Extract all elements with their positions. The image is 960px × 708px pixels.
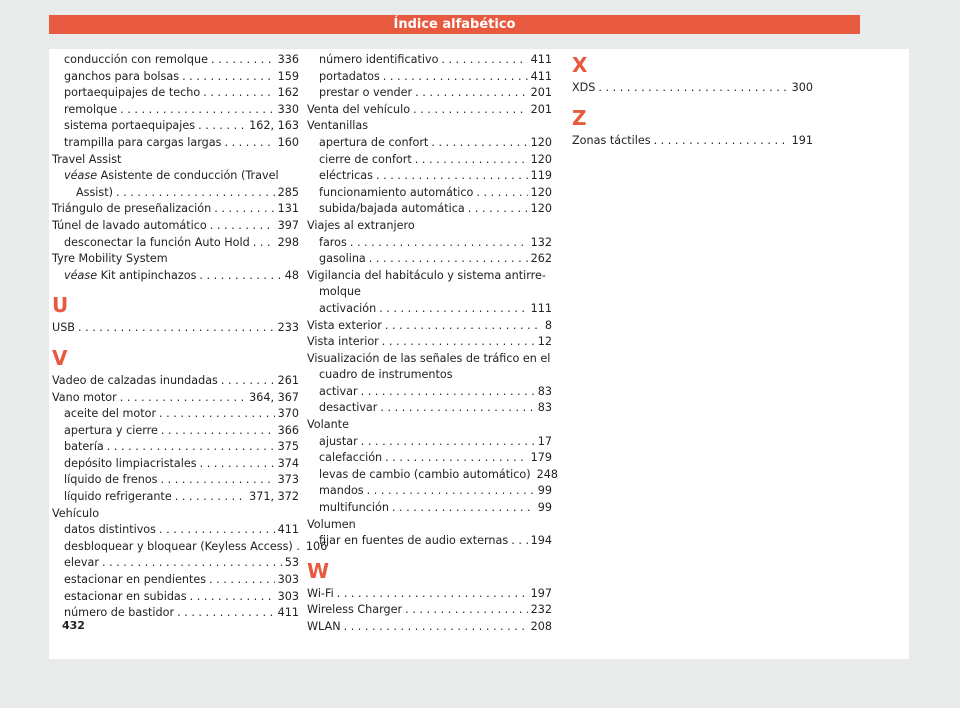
index-entry bbox=[307, 602, 552, 619]
entry-label: prestar o vender bbox=[319, 86, 413, 100]
index-entry bbox=[307, 135, 552, 152]
entry-label: número identificativo bbox=[319, 53, 439, 66]
group-w bbox=[307, 586, 552, 636]
entry-label: remolque bbox=[64, 102, 118, 116]
entry-page[interactable]: 262 bbox=[530, 252, 552, 266]
index-entry bbox=[307, 334, 552, 351]
entry-page[interactable]: 194 bbox=[530, 534, 552, 548]
index-entry bbox=[52, 268, 299, 285]
entry-page[interactable]: 303 bbox=[277, 573, 299, 587]
entry-page[interactable]: 201 bbox=[530, 86, 552, 100]
entry-label: Wireless Charger bbox=[307, 603, 403, 617]
letter-heading-w: W bbox=[307, 558, 330, 583]
index-entry bbox=[52, 605, 299, 622]
entry-page[interactable]: 99 bbox=[537, 484, 552, 498]
index-entry bbox=[52, 522, 299, 539]
index-entry bbox=[52, 118, 299, 135]
entry-page[interactable]: 248 bbox=[536, 467, 558, 481]
see-word: véase bbox=[64, 169, 98, 183]
entry-page[interactable]: 233 bbox=[277, 321, 299, 335]
index-entry bbox=[307, 467, 558, 484]
entry-page[interactable]: 374 bbox=[277, 456, 299, 470]
index-column-3 bbox=[572, 52, 813, 149]
index-entry bbox=[52, 235, 299, 252]
index-entry bbox=[52, 555, 299, 572]
group-ventanillas bbox=[307, 135, 552, 218]
entry-page[interactable]: 120 bbox=[530, 152, 552, 166]
entry-label: ganchos para bolsas bbox=[64, 69, 180, 83]
entry-label: líquido de frenos bbox=[64, 473, 158, 487]
index-entry bbox=[307, 152, 552, 169]
page-header: Índice alfabético bbox=[49, 15, 860, 34]
index-heading-travel-assist: Travel Assist bbox=[52, 152, 122, 166]
entry-page[interactable]: 120 bbox=[530, 202, 552, 216]
entry-label: mandos bbox=[319, 484, 364, 498]
entry-page[interactable]: 160 bbox=[277, 135, 299, 149]
index-heading-volumen: Volumen bbox=[307, 517, 356, 531]
group-volumen bbox=[307, 533, 552, 550]
index-entry bbox=[307, 586, 552, 603]
index-heading-vigilancia-cont: molque bbox=[319, 285, 361, 299]
index-entry bbox=[52, 373, 299, 390]
group-remolque bbox=[52, 52, 299, 152]
index-entry bbox=[307, 500, 552, 517]
entry-page[interactable]: 364, 367 bbox=[249, 390, 299, 404]
entry-page[interactable]: 371, 372 bbox=[249, 490, 299, 504]
index-entry bbox=[307, 185, 552, 202]
index-entry bbox=[52, 102, 299, 119]
index-entry bbox=[52, 489, 299, 506]
group-vigilancia bbox=[307, 301, 552, 351]
index-entry bbox=[52, 472, 299, 489]
entry-label: depósito limpiacristales bbox=[64, 456, 197, 470]
index-entry bbox=[52, 589, 299, 606]
index-heading-visualizacion-cont: cuadro de instrumentos bbox=[319, 368, 453, 382]
entry-page[interactable]: 303 bbox=[277, 589, 299, 603]
entry-label: desbloquear y bloquear (Keyless Access) . bbox=[64, 539, 300, 553]
entry-page[interactable]: 8 bbox=[544, 318, 552, 332]
group-vehiculo-cont bbox=[307, 52, 552, 118]
entry-label: WLAN bbox=[307, 620, 341, 633]
entry-label: multifunción bbox=[319, 501, 389, 515]
entry-page[interactable]: 370 bbox=[277, 407, 299, 421]
entry-label: gasolina bbox=[319, 252, 366, 266]
page-number: 432 bbox=[62, 619, 85, 632]
entry-page[interactable]: 162 bbox=[277, 86, 299, 100]
entry-page[interactable]: 411 bbox=[530, 53, 552, 66]
entry-label: activar bbox=[319, 384, 358, 398]
entry-page[interactable]: 120 bbox=[530, 185, 552, 199]
entry-page[interactable]: 111 bbox=[530, 301, 552, 315]
index-entry bbox=[307, 168, 552, 185]
entry-label: aceite del motor bbox=[64, 407, 157, 421]
index-entry bbox=[307, 235, 552, 252]
entry-page[interactable]: 179 bbox=[530, 451, 552, 465]
index-entry bbox=[307, 201, 552, 218]
entry-page[interactable]: 12 bbox=[537, 335, 552, 349]
entry-label: Vano motor bbox=[52, 390, 117, 404]
entry-page[interactable]: 300 bbox=[791, 81, 813, 94]
index-heading-tyre: Tyre Mobility System bbox=[52, 252, 168, 266]
see-reference-travel-assist bbox=[52, 168, 299, 185]
index-entry bbox=[52, 85, 299, 102]
entry-page[interactable]: 330 bbox=[277, 102, 299, 116]
entry-page[interactable]: 397 bbox=[277, 218, 299, 232]
entry-label: cierre de confort bbox=[319, 152, 412, 166]
entry-label: USB bbox=[52, 321, 75, 335]
index-entry bbox=[307, 52, 552, 69]
letter-heading-v: V bbox=[52, 345, 68, 370]
see-text: Asistente de conducción (Travel bbox=[97, 169, 279, 183]
index-entry bbox=[307, 251, 552, 268]
entry-label: apertura de confort bbox=[319, 135, 429, 149]
index-entry bbox=[307, 384, 552, 401]
index-heading-vigilancia: Vigilancia del habitáculo y sistema antirre- bbox=[307, 268, 546, 282]
entry-label: batería bbox=[64, 440, 104, 454]
index-entry bbox=[52, 572, 299, 589]
index-heading-vehiculo: Vehículo bbox=[52, 506, 100, 520]
letter-heading-u: U bbox=[52, 293, 69, 318]
group-viajes bbox=[307, 235, 552, 268]
index-entry bbox=[52, 201, 299, 218]
group-tunel bbox=[52, 201, 299, 251]
index-entry bbox=[52, 185, 299, 202]
entry-page[interactable]: 261 bbox=[277, 373, 299, 387]
entry-label: funcionamiento automático bbox=[319, 185, 474, 199]
entry-page[interactable]: 131 bbox=[277, 202, 299, 216]
entry-label: apertura y cierre bbox=[64, 423, 158, 437]
index-entry bbox=[307, 69, 552, 86]
index-column-2 bbox=[307, 52, 558, 636]
entry-label: Túnel de lavado automático bbox=[52, 218, 207, 232]
entry-label: XDS bbox=[572, 81, 596, 94]
entry-label: líquido refrigerante bbox=[64, 490, 172, 504]
entry-page[interactable]: 106 bbox=[305, 539, 328, 553]
entry-label: Zonas táctiles bbox=[572, 133, 651, 147]
index-entry bbox=[52, 390, 299, 407]
index-entry bbox=[307, 434, 552, 451]
entry-label: estacionar en subidas bbox=[64, 589, 187, 603]
letter-heading-x: X bbox=[572, 53, 588, 77]
entry-label: subida/bajada automática bbox=[319, 202, 465, 216]
entry-page[interactable]: 285 bbox=[277, 185, 299, 199]
entry-page[interactable]: 48 bbox=[284, 268, 299, 282]
group-vano bbox=[52, 373, 299, 506]
entry-page[interactable]: 232 bbox=[530, 603, 552, 617]
entry-page[interactable]: 366 bbox=[277, 423, 299, 437]
index-entry bbox=[52, 423, 299, 440]
group-volante bbox=[307, 434, 558, 517]
entry-page[interactable]: 208 bbox=[530, 620, 552, 633]
index-entry bbox=[52, 539, 328, 556]
index-entry bbox=[52, 439, 299, 456]
entry-page[interactable]: 159 bbox=[277, 69, 299, 83]
index-heading-viajes: Viajes al extranjero bbox=[307, 218, 415, 232]
index-entry bbox=[52, 69, 299, 86]
index-entry bbox=[307, 533, 552, 550]
entry-page[interactable]: 17 bbox=[537, 434, 552, 448]
entry-label: fijar en fuentes de audio externas bbox=[319, 534, 509, 548]
entry-label: Vista interior bbox=[307, 335, 379, 349]
entry-page[interactable]: 83 bbox=[537, 384, 552, 398]
group-visualizacion bbox=[307, 384, 552, 417]
index-entry bbox=[307, 85, 552, 102]
entry-page[interactable]: 375 bbox=[277, 440, 299, 454]
index-entry bbox=[52, 320, 299, 337]
entry-label: calefacción bbox=[319, 451, 383, 465]
entry-page[interactable]: 411 bbox=[277, 606, 299, 620]
letter-heading-z: Z bbox=[572, 105, 587, 130]
index-entry bbox=[52, 52, 299, 69]
entry-page[interactable]: 53 bbox=[284, 556, 299, 570]
see-word: véase bbox=[64, 268, 98, 282]
index-entry bbox=[307, 450, 552, 467]
index-entry bbox=[52, 406, 299, 423]
entry-page[interactable]: 298 bbox=[277, 235, 299, 249]
index-entry bbox=[52, 135, 299, 152]
index-entry bbox=[52, 218, 299, 235]
entry-page[interactable]: 191 bbox=[791, 133, 813, 147]
entry-page[interactable]: 119 bbox=[530, 169, 552, 183]
entry-label: elevar bbox=[64, 556, 99, 570]
entry-page[interactable]: 201 bbox=[530, 102, 552, 116]
entry-label: Vadeo de calzadas inundadas bbox=[52, 373, 218, 387]
entry-page[interactable]: 373 bbox=[277, 473, 299, 487]
entry-label: eléctricas bbox=[319, 169, 373, 183]
entry-page[interactable]: 336 bbox=[277, 53, 299, 66]
index-entry bbox=[572, 133, 813, 150]
entry-label: faros bbox=[319, 235, 347, 249]
see-text: Kit antipinchazos bbox=[97, 268, 197, 282]
entry-page[interactable]: 162, 163 bbox=[249, 119, 299, 133]
entry-label: Assist) bbox=[76, 185, 113, 199]
entry-page[interactable]: 99 bbox=[537, 501, 552, 515]
index-heading-volante: Volante bbox=[307, 418, 349, 432]
entry-label: desconectar la función Auto Hold bbox=[64, 235, 250, 249]
entry-page[interactable]: 132 bbox=[530, 235, 552, 249]
entry-label: Vista exterior bbox=[307, 318, 382, 332]
index-entry bbox=[307, 301, 552, 318]
index-entry bbox=[307, 483, 552, 500]
entry-label: Triángulo de preseñalización bbox=[52, 202, 212, 216]
entry-page[interactable]: 411 bbox=[530, 69, 552, 83]
entry-label: portaequipajes de techo bbox=[64, 86, 201, 100]
entry-label: trampilla para cargas largas bbox=[64, 135, 222, 149]
entry-label: número de bastidor bbox=[64, 606, 175, 620]
entry-label: estacionar en pendientes bbox=[64, 573, 207, 587]
entry-label: sistema portaequipajes bbox=[64, 119, 196, 133]
entry-page[interactable]: 197 bbox=[530, 586, 552, 600]
index-entry bbox=[307, 102, 552, 119]
entry-label: levas de cambio (cambio automático) bbox=[319, 467, 531, 481]
entry-label: Venta del vehículo bbox=[307, 102, 411, 116]
entry-page[interactable]: 120 bbox=[530, 135, 552, 149]
index-entry bbox=[307, 400, 552, 417]
index-entry bbox=[307, 318, 552, 335]
index-entry bbox=[307, 619, 552, 636]
entry-label: desactivar bbox=[319, 401, 378, 415]
index-entry bbox=[572, 80, 813, 97]
entry-page[interactable]: 83 bbox=[537, 401, 552, 415]
entry-label: portadatos bbox=[319, 69, 380, 83]
index-heading-visualizacion: Visualización de las señales de tráfico en el bbox=[307, 351, 551, 365]
index-entry bbox=[52, 456, 299, 473]
entry-label: ajustar bbox=[319, 434, 358, 448]
index-heading-ventanillas: Ventanillas bbox=[307, 119, 369, 133]
entry-label: datos distintivos bbox=[64, 523, 156, 537]
entry-label: conducción con remolque bbox=[64, 53, 208, 66]
entry-label: activación bbox=[319, 301, 377, 315]
entry-page[interactable]: 411 bbox=[277, 523, 299, 537]
entry-label: Wi-Fi bbox=[307, 586, 334, 600]
